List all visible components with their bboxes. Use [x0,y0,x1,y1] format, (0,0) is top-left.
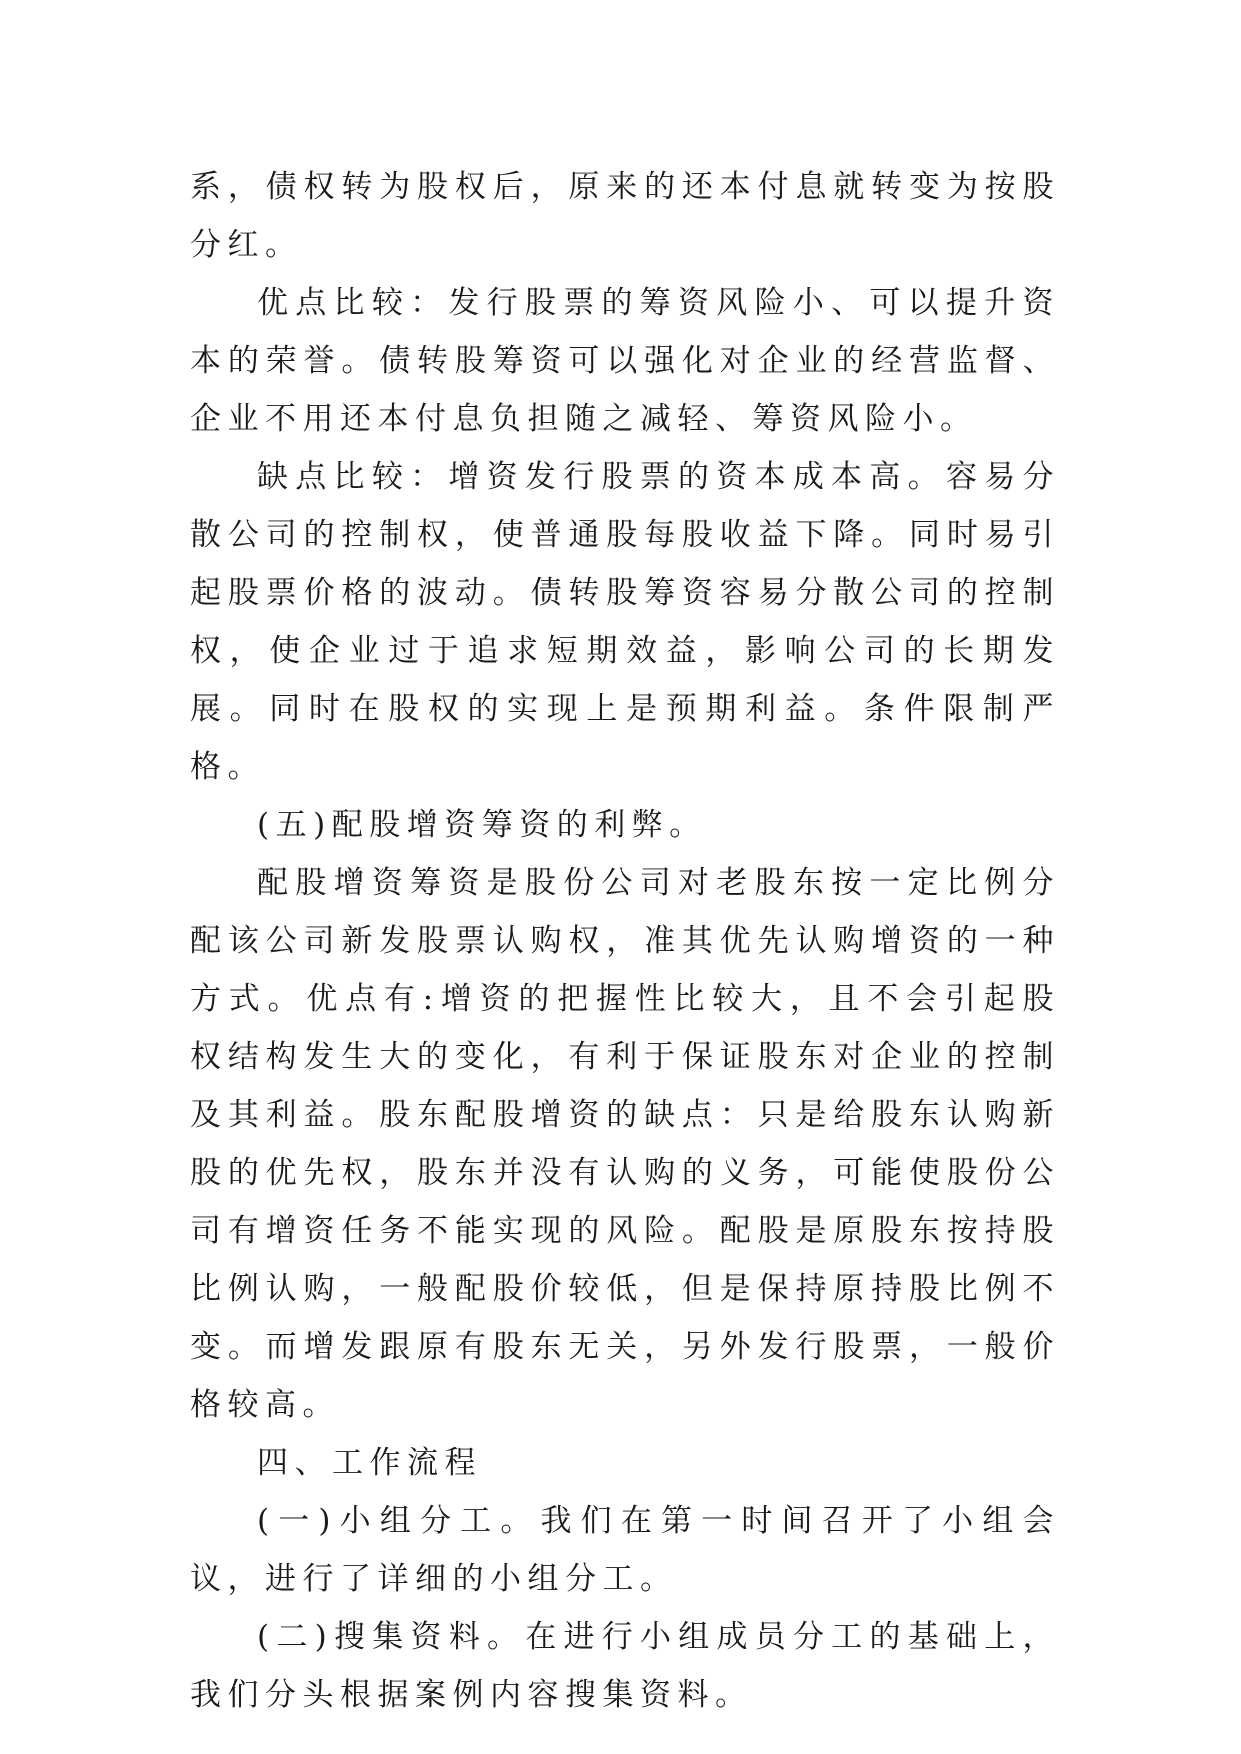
paragraph-workflow-step-1: (一)小组分工。我们在第一时间召开了小组会议，进行了详细的小组分工。 [190,1503,1060,1597]
paragraph-advantages: 优点比较：发行股票的筹资风险小、可以提升资本的荣誉。债转股筹资可以强化对企业的经营监督、企业不用还本付息负担随之减轻、筹资风险小。 [190,285,1060,437]
document-body [190,158,1060,1724]
paragraph-rights-issue: 配股增资筹资是股份公司对老股东按一定比例分配该公司新发股票认购权，准其优先认购增资的一种方式。优点有:增资的把握性比较大，且不会引起股权结构发生大的变化，有利于保证股东对企业的控制及其利益。股东配股增资的缺点：只是给股东认购新股的优先权，股东并没有认购的义务，可能使股份公司有增资任务不能实现的风险。配股是原股东按持股比例认购，一般配股价较低，但是保持原持股比例不变。而增发跟原有股东无关，另外发行股票，一般价格较高。 [190,865,1060,1423]
section-heading-workflow: 四、工作流程 [257,1445,482,1481]
section-heading-rights-issue: (五)配股增资筹资的利弊。 [257,807,707,843]
paragraph-disadvantages: 缺点比较：增资发行股票的资本成本高。容易分散公司的控制权，使普通股每股收益下降。同时易引起股票价格的波动。债转股筹资容易分散公司的控制权，使企业过于追求短期效益，影响公司的长期发展。同时在股权的实现上是预期利益。条件限制严格。 [190,459,1060,785]
paragraph-continuation: 系，债权转为股权后，原来的还本付息就转变为按股分红。 [190,169,1060,263]
paragraph-workflow-step-2: (二)搜集资料。在进行小组成员分工的基础上，我们分头根据案例内容搜集资料。 [190,1619,1060,1713]
